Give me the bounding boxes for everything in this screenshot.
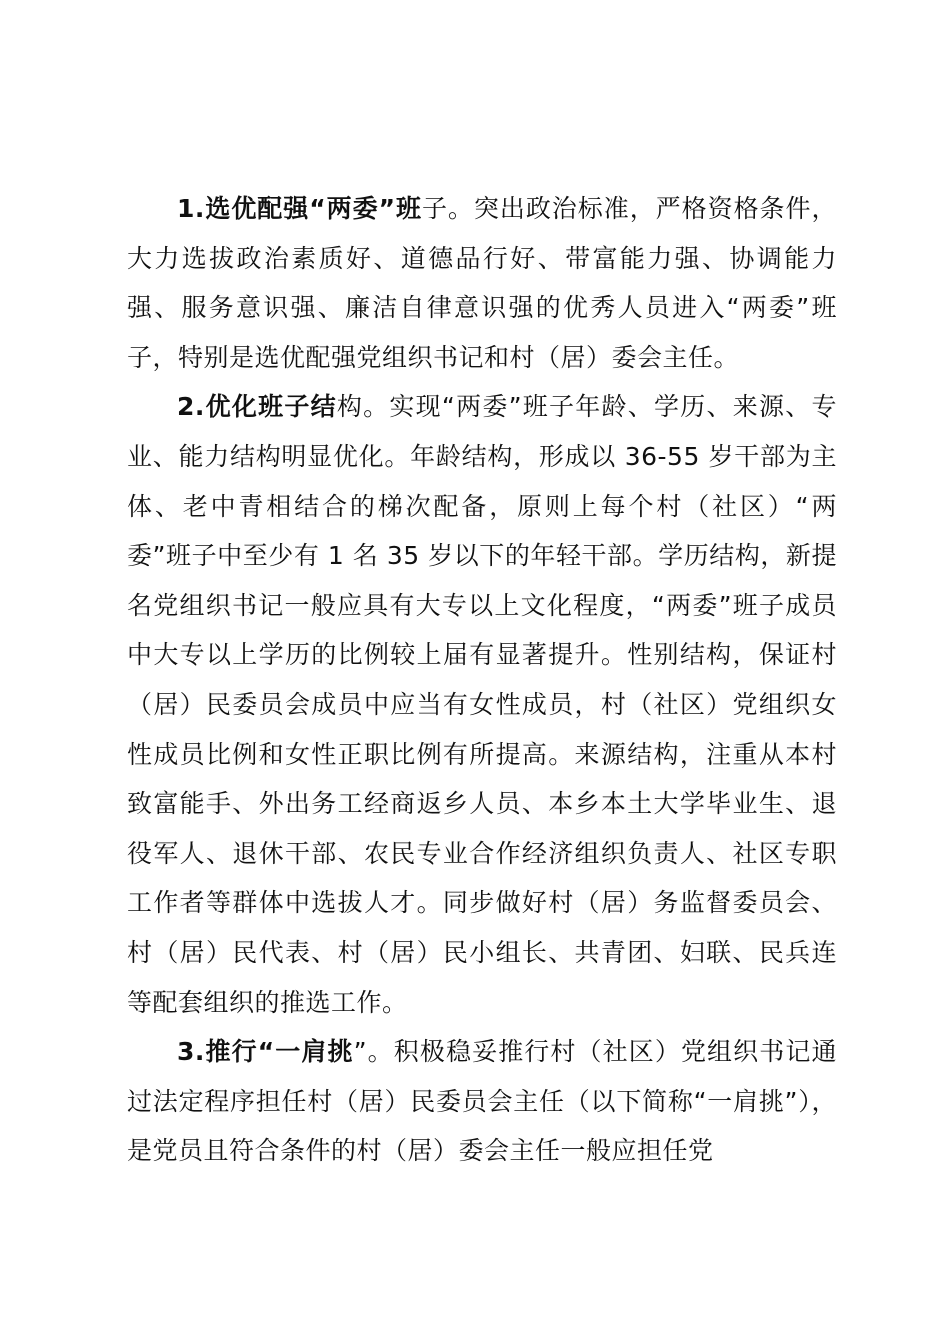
paragraph-1-heading: 1.选优配强“两委”班 [177,194,422,223]
paragraph-1-text: 子。突出政治标准，严格资格条件，大力选拔政治素质好、道德品行好、带富能力强、协调能力强、服务意识强、廉洁自律意识强的优秀人员进入“两委”班子，特别是选优配强党组织书记和村（居）委会主任。 [127,194,837,372]
paragraph-1 [127,184,837,382]
paragraph-3-heading: 3.推行“一肩挑 [177,1037,354,1067]
paragraph-3-text: ”。积极稳妥推行村（社区）党组织书记通过法定程序担任村（居）民委员会主任（以下简称“一肩挑”），是党员且符合条件的村（居）委会主任一般应担任党 [127,1037,837,1166]
paragraph-3 [127,1027,837,1176]
paragraph-2-text: 构。实现“两委”班子年龄、学历、来源、专业、能力结构明显优化。年龄结构，形成以 36-55 岁干部为主体、老中青相结合的梯次配备，原则上每个村（社区）“两委”班子中至少有 1 名 35 岁以下的年轻干部。学历结构，新提名党组织书记一般应具有大专以上文化程度，“两委”班子成员中大专以上学历的比例较上届有显著提升。性别结构，保证村（居）民委员会成员中应当有女性成员，村（社区）党组织女性成员比例和女性正职比例有所提高。来源结构，注重从本村致富能手、外出务工经商返乡人员、本乡本土大学毕业生、退役军人、退休干部、农民专业合作经济组织负责人、社区专职工作者等群体中选拔人才。同步做好村（居）务监督委员会、村（居）民代表、村（居）民小组长、共青团、妇联、民兵连等配套组织的推选工作。 [127,392,837,1017]
paragraph-2-heading: 2.优化班子结 [177,392,337,422]
paragraph-2 [127,382,837,1027]
document-body [127,184,837,1176]
